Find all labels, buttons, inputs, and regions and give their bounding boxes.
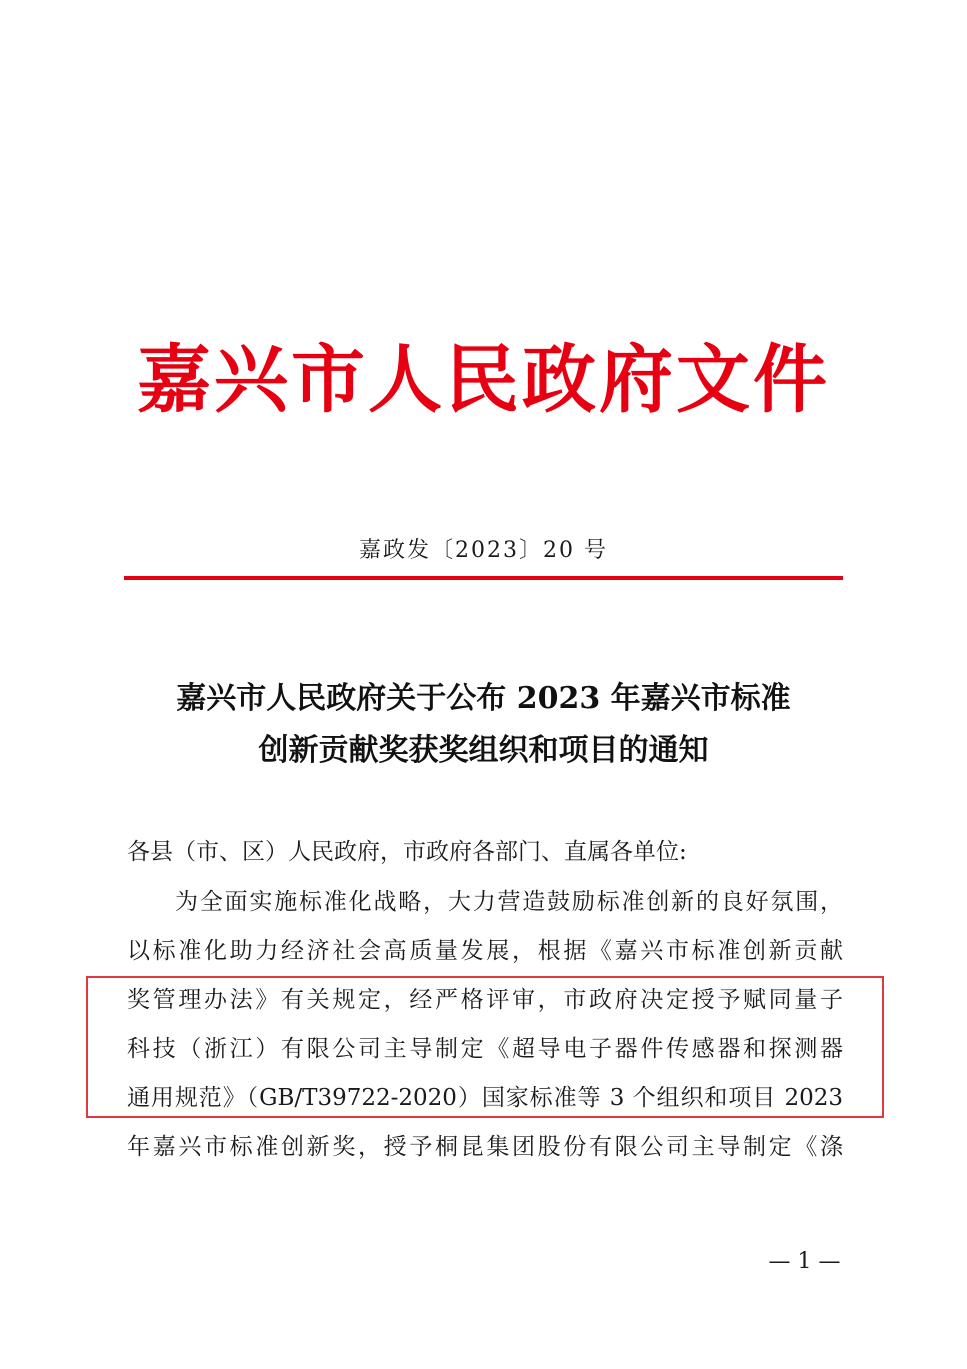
document-title-line-2: 创新贡献奖获奖组织和项目的通知 bbox=[258, 733, 709, 768]
body-paragraph-line: 以标准化助力经济社会高质量发展，根据《嘉兴市标准创新贡献 bbox=[127, 938, 843, 964]
highlight-box bbox=[86, 976, 884, 1118]
masthead: 嘉兴市人民政府文件 bbox=[137, 337, 830, 423]
body-paragraph-line: 为全面实施标准化战略，大力营造鼓励标准创新的良好氛围， bbox=[175, 889, 843, 915]
body-paragraph-line: 通用规范》（GB/T39722-2020）国家标准等 3 个组织和项目 2023 bbox=[127, 1085, 843, 1111]
body-paragraph-line: 年嘉兴市标准创新奖，授予桐昆集团股份有限公司主导制定《涤 bbox=[127, 1134, 843, 1160]
document-number: 嘉政发〔2023〕20 号 bbox=[359, 538, 608, 563]
body-paragraph-line: 科技（浙江）有限公司主导制定《超导电子器件传感器和探测器 bbox=[127, 1036, 843, 1062]
salutation: 各县（市、区）人民政府，市政府各部门、直属各单位: bbox=[127, 839, 687, 865]
body-paragraph-line: 奖管理办法》有关规定，经严格评审，市政府决定授予赋同量子 bbox=[127, 987, 843, 1013]
red-divider bbox=[124, 576, 843, 580]
document-title-line-1: 嘉兴市人民政府关于公布 2023 年嘉兴市标准 bbox=[176, 681, 791, 716]
page-number: — 1 — bbox=[768, 1249, 841, 1274]
